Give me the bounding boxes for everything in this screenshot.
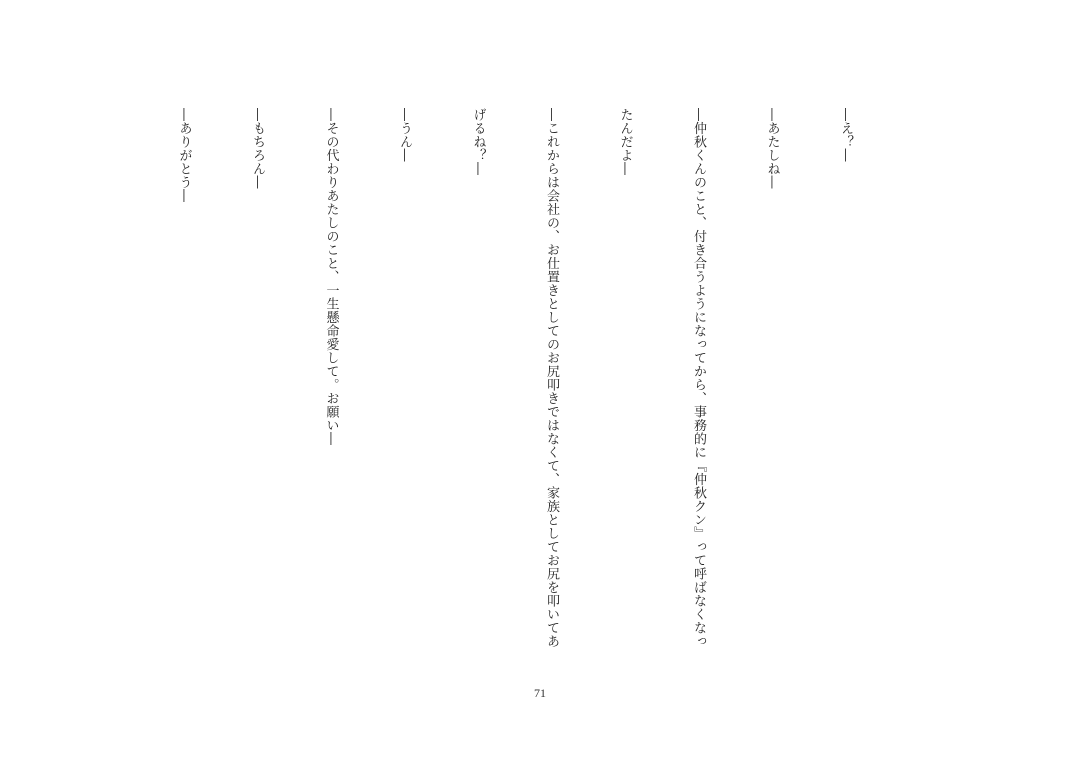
text-line: ―え？― — [838, 108, 853, 162]
vertical-text-body — [0, 108, 906, 668]
text-line: げるね？― — [470, 108, 486, 176]
text-line: ―その代わりあたしのこと、一生懸命愛して。お願い― — [323, 108, 339, 446]
text-line: ―うん― — [397, 108, 412, 162]
text-line: ―ありがとう― — [176, 108, 192, 203]
blank-line — [98, 108, 123, 668]
blank-line — [24, 108, 49, 668]
page-number: 71 — [534, 686, 546, 700]
text-line: ―あたしね― — [764, 108, 780, 189]
text-line: ―もちろん― — [250, 108, 265, 189]
text-line: ―仲秋くんのこと、付き合うようになってから、事務的に『仲秋クン』って呼ばなくなっ — [691, 108, 706, 648]
text-line: たんだよ― — [617, 108, 633, 176]
text-line: ―これからは会社の、お仕置きとしてのお尻叩きではなくて、家族としてお尻を叩いてあ — [544, 108, 559, 648]
